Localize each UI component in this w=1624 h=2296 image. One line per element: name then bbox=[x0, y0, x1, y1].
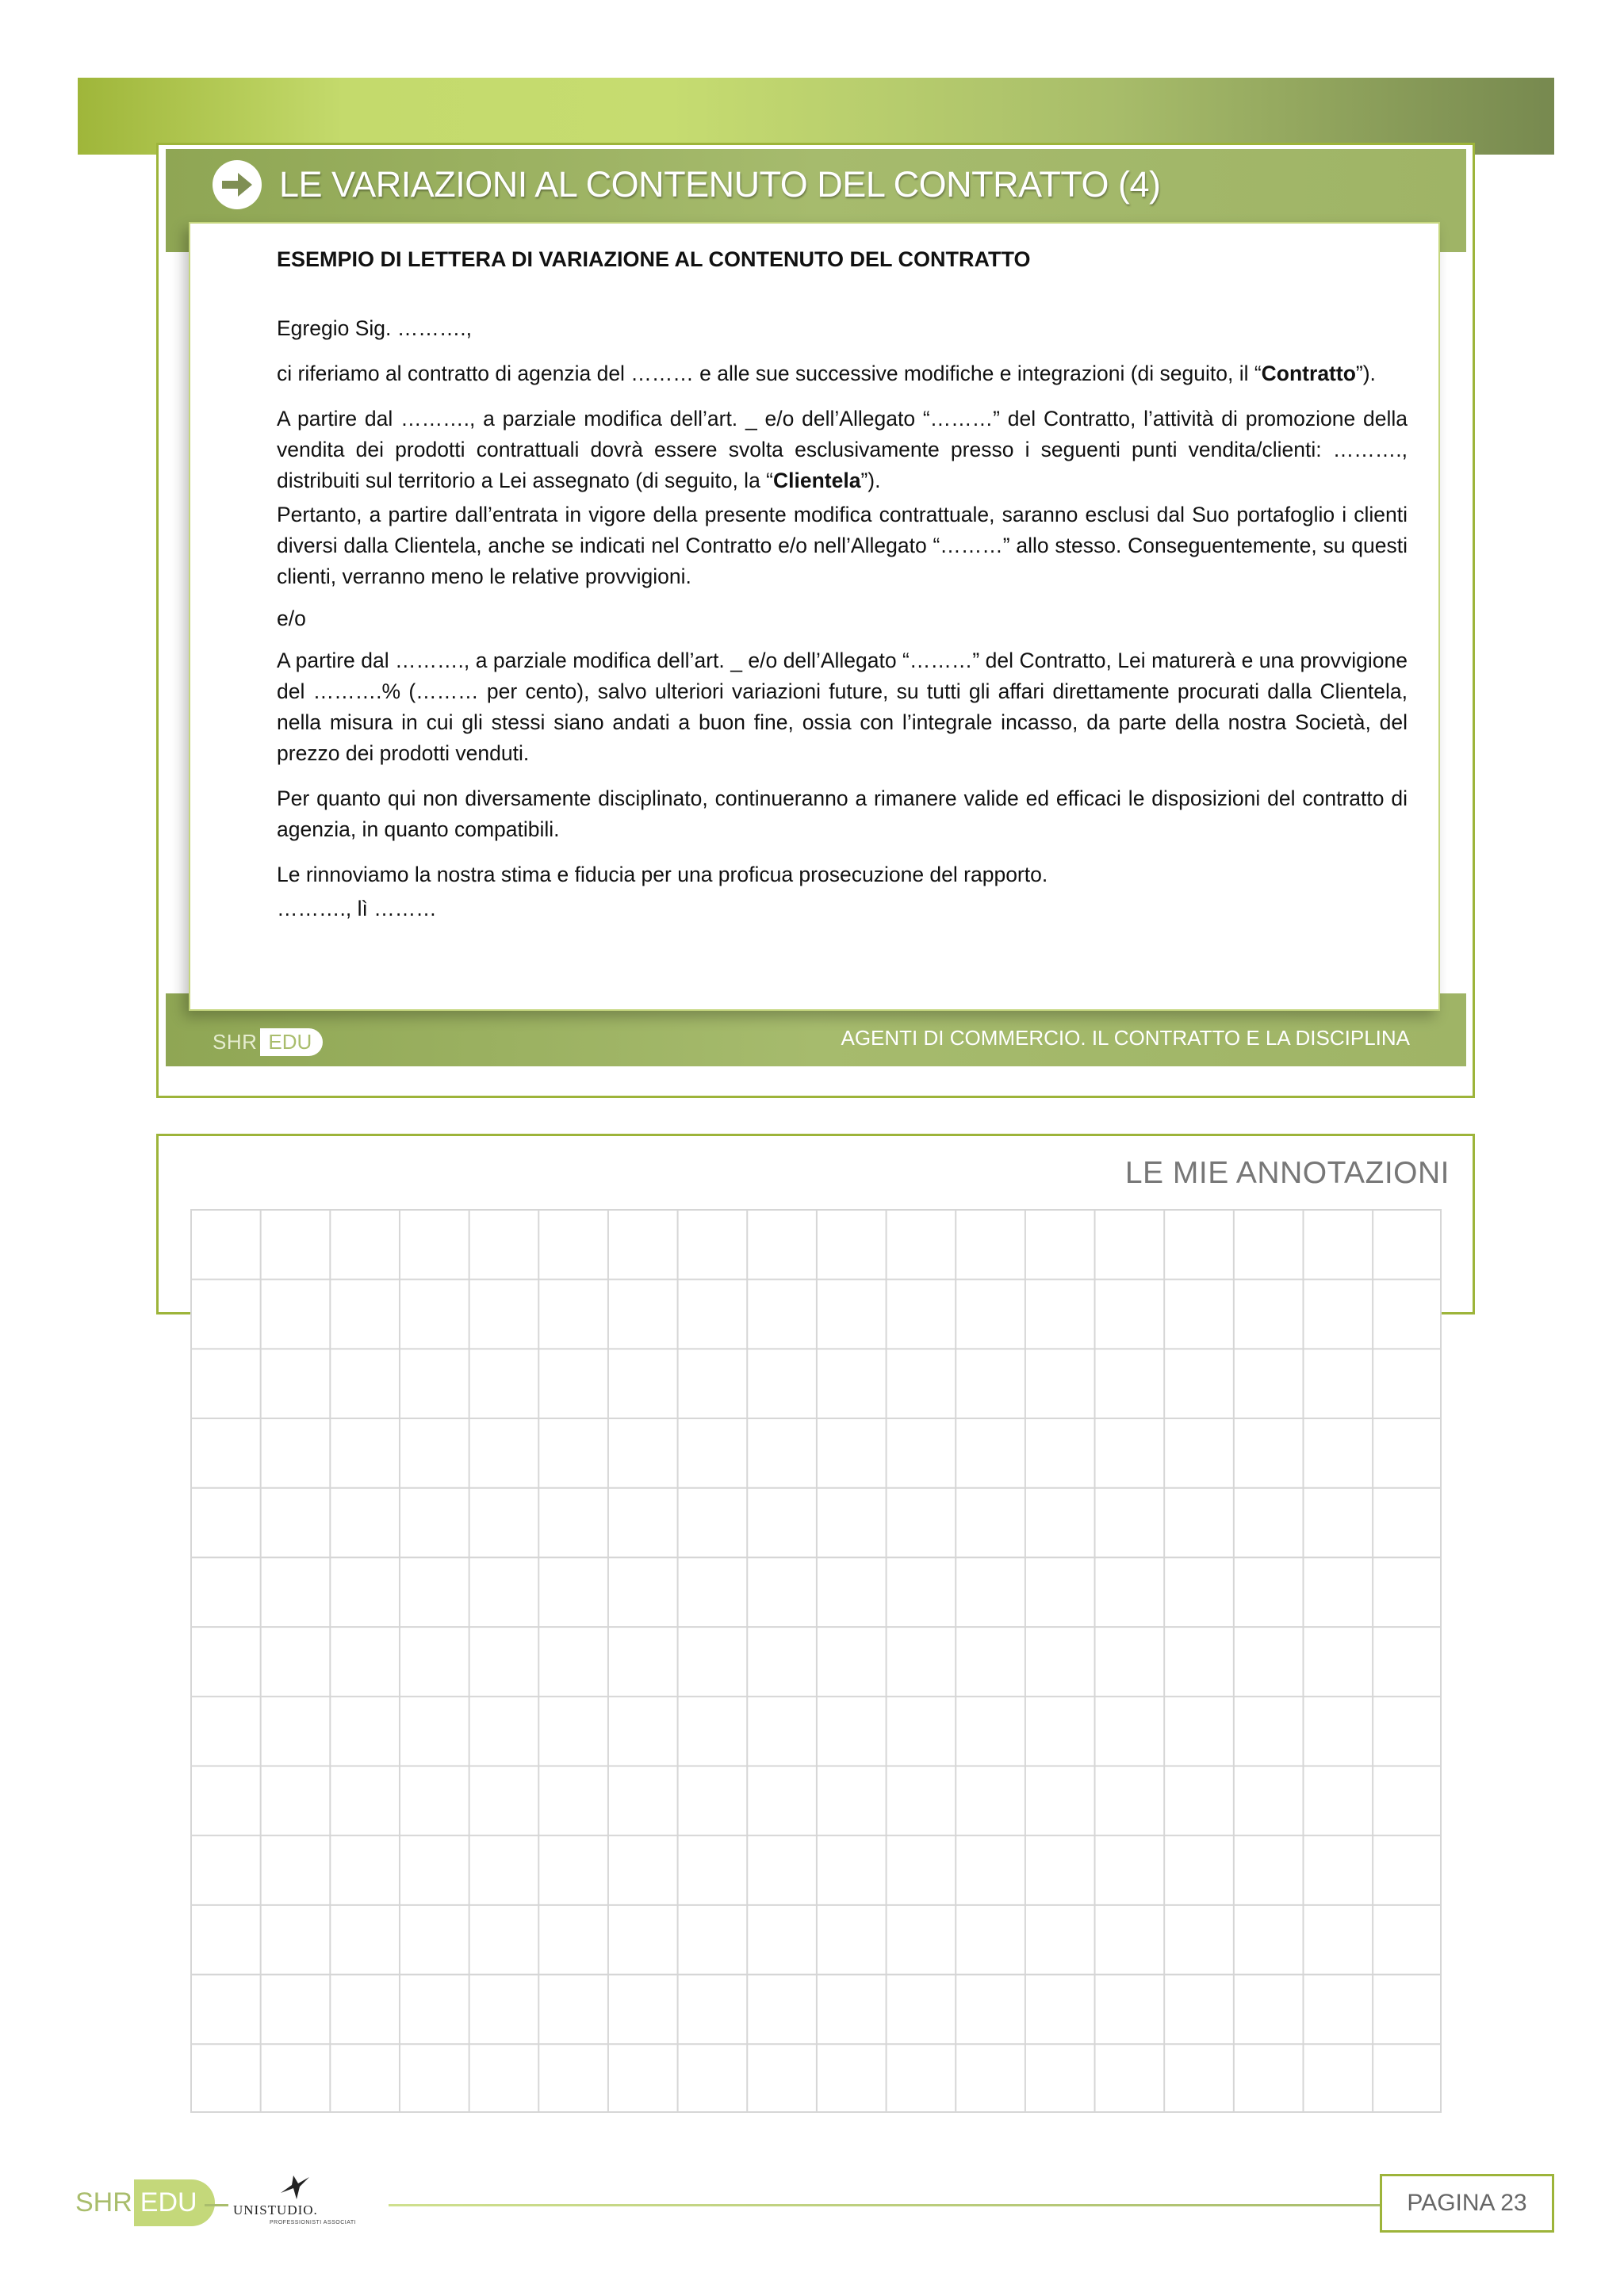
letter-p1-text: ci riferiamo al contratto di agenzia del ……… e alle sue successive modifiche e integrazioni (di seguito, il “ bbox=[277, 362, 1262, 385]
page-number: PAGINA 23 bbox=[1380, 2174, 1554, 2233]
letter-p1-end: ”). bbox=[1355, 362, 1376, 385]
letter-p2-bold: Clientela bbox=[773, 469, 861, 492]
slide-footer-course: AGENTI DI COMMERCIO. IL CONTRATTO E LA DISCIPLINA bbox=[841, 1026, 1410, 1050]
arrow-right-icon bbox=[213, 160, 262, 209]
letter-paragraph-2 bbox=[277, 404, 1408, 496]
letter-salutation: Egregio Sig. ………., bbox=[277, 316, 472, 340]
letter-paragraph-5: A partire dal ………., a parziale modifica dell’art. _ e/o dell’Allegato “………” del Contratto, Lei maturerà e una provvigione del ……….% (……… per cento), salvo ulteriori variazioni future, su tutti gli affari direttamente procurati dalla Clientela, nella misura in cui gli stessi siano andati a buon fine, ossia con l’integrale incasso, da parte della nostra Società, del prezzo dei prodotti venduti. bbox=[277, 649, 1408, 765]
letter-p1-bold: Contratto bbox=[1261, 362, 1356, 385]
letter-heading: ESEMPIO DI LETTERA DI VARIAZIONE AL CONTENUTO DEL CONTRATTO bbox=[277, 247, 1031, 271]
logo-edu-text: EDU bbox=[260, 1028, 323, 1056]
logo-shr-text: SHR bbox=[213, 1029, 258, 1054]
slide-title-row bbox=[213, 157, 1161, 212]
unistudio-subtitle: PROFESSIONISTI ASSOCIATI bbox=[270, 2220, 357, 2225]
letter-paragraph-8: ………., lì ……… bbox=[277, 897, 437, 920]
unistudio-figure-icon bbox=[270, 2172, 317, 2204]
letter-paragraph-7: Le rinnoviamo la nostra stima e fiducia per una proficua prosecuzione del rapporto. bbox=[277, 863, 1048, 886]
unistudio-name: UNISTUDIO. bbox=[233, 2202, 318, 2218]
slide-footer-logo bbox=[213, 1023, 312, 1061]
letter-body bbox=[277, 244, 1408, 924]
notes-grid[interactable] bbox=[190, 1209, 1442, 2113]
notes-title: LE MIE ANNOTAZIONI bbox=[1124, 1156, 1450, 1190]
letter-p2-end: ”). bbox=[860, 469, 881, 492]
letter-paragraph-3: Pertanto, a partire dall’entrata in vigore della presente modifica contrattuale, saranno esclusi dal Suo portafoglio i clienti diversi dalla Clientela, anche se indicati nel Contratto e/o nell’Allegato “………” allo stesso. Conseguentemente, su questi clienti, verranno meno le relative provvigioni. bbox=[277, 503, 1408, 588]
page-logo-edu: EDU bbox=[134, 2179, 215, 2226]
slide-title: LE VARIAZIONI AL CONTENUTO DEL CONTRATTO (4) bbox=[279, 164, 1161, 205]
footer-line bbox=[389, 2204, 1380, 2206]
page-footer-logo bbox=[75, 2174, 197, 2231]
letter-paragraph-6: Per quanto qui non diversamente disciplinato, continueranno a rimanere valide ed efficaci le disposizioni del contratto di agenzia, in quanto compatibili. bbox=[277, 786, 1408, 841]
unistudio-logo bbox=[230, 2172, 381, 2236]
page-logo-shr: SHR bbox=[75, 2187, 132, 2218]
letter-p2-text: A partire dal ………., a parziale modifica dell’art. _ e/o dell’Allegato “………” del Contratto, l’attività di promozione della vendita dei prodotti contrattuali dovrà essere svolta esclusivamente presso i seguenti punti vendita/clienti: ………., distribuiti sul territorio a Lei assegnato (di seguito, la “ bbox=[277, 407, 1408, 492]
letter-paragraph-4: e/o bbox=[277, 607, 306, 630]
footer-divider-dash bbox=[205, 2204, 228, 2206]
letter-paragraph-1 bbox=[277, 358, 1408, 389]
